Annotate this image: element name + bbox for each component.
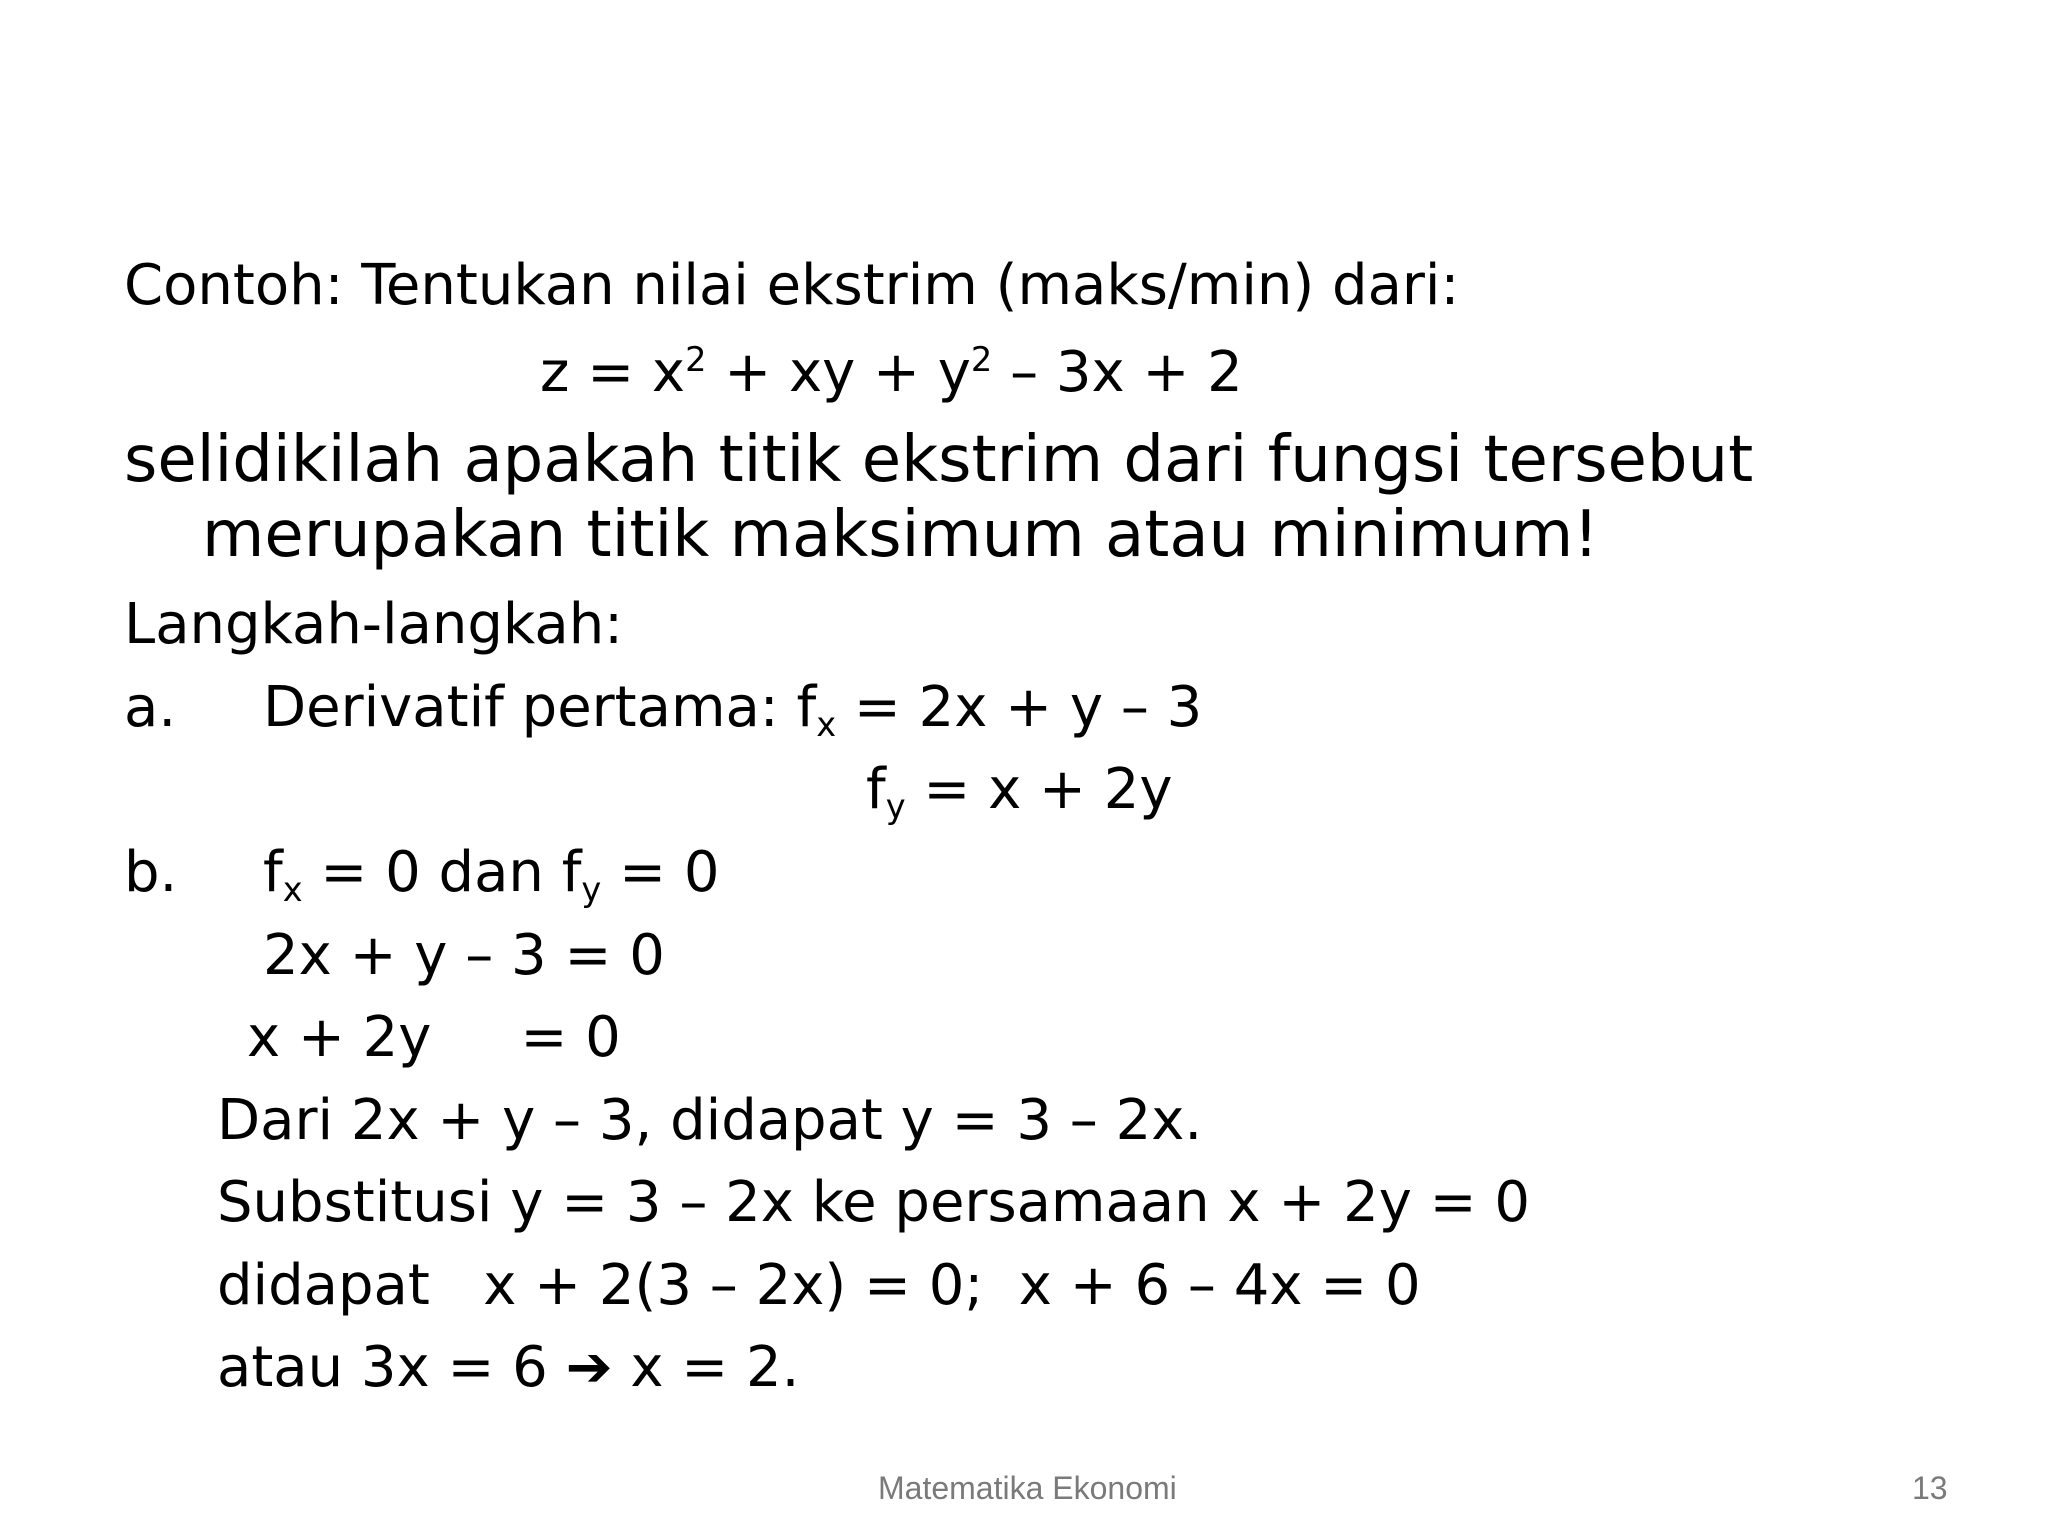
line4-pre: atau 3x = 6 [217,1335,566,1400]
fx-rhs: = 2x + y – 3 [836,675,1203,740]
equation-part: z = x [540,340,686,405]
equation-part: – 3x + 2 [992,340,1243,405]
subscript-x: x [816,705,837,745]
steps-heading: Langkah-langkah: [124,592,624,657]
line4-post: x = 2. [612,1335,800,1400]
step-a-derivative-fy [866,757,1173,827]
step-a-text: Derivatif pertama: f [263,675,817,740]
step-b-line-3: didapat x + 2(3 – 2x) = 0; x + 6 – 4x = 0 [217,1253,1421,1318]
question-line-2: merupakan titik maksimum atau minimum! [202,498,1599,572]
step-a-derivative-fx [263,675,1203,745]
cond-f: f [263,840,283,905]
intro-text: Contoh: Tentukan nilai ekstrim (maks/min) dari: [124,253,1460,318]
subscript-y: y [581,870,602,910]
footer-title: Matematika Ekonomi [878,1470,1177,1506]
page-number: 13 [1912,1470,1948,1506]
step-b-equation-2: x + 2y = 0 [247,1005,621,1070]
step-b-conditions [263,840,720,910]
step-b-line-1: Dari 2x + y – 3, didapat y = 3 – 2x. [217,1088,1203,1153]
right-arrow-icon: ➔ [565,1335,613,1400]
function-equation [540,339,1243,405]
fy-f: f [866,757,886,822]
subscript-x: x [282,870,303,910]
equation-part: + xy + y [706,340,971,405]
step-b-equation-1: 2x + y – 3 = 0 [263,923,665,988]
cond-end: = 0 [601,840,720,905]
cond-mid: = 0 dan f [302,840,582,905]
question-line-1: selidikilah apakah titik ekstrim dari fungsi tersebut [124,423,1754,497]
step-b-marker: b. [124,840,178,905]
subscript-y: y [885,787,906,827]
step-b-line-2: Substitusi y = 3 – 2x ke persamaan x + 2y = 0 [217,1170,1530,1235]
fy-rhs: = x + 2y [905,757,1173,822]
exponent: 2 [970,339,993,379]
exponent: 2 [685,339,707,379]
step-b-line-4 [217,1335,800,1400]
step-a-marker: a. [124,675,177,740]
